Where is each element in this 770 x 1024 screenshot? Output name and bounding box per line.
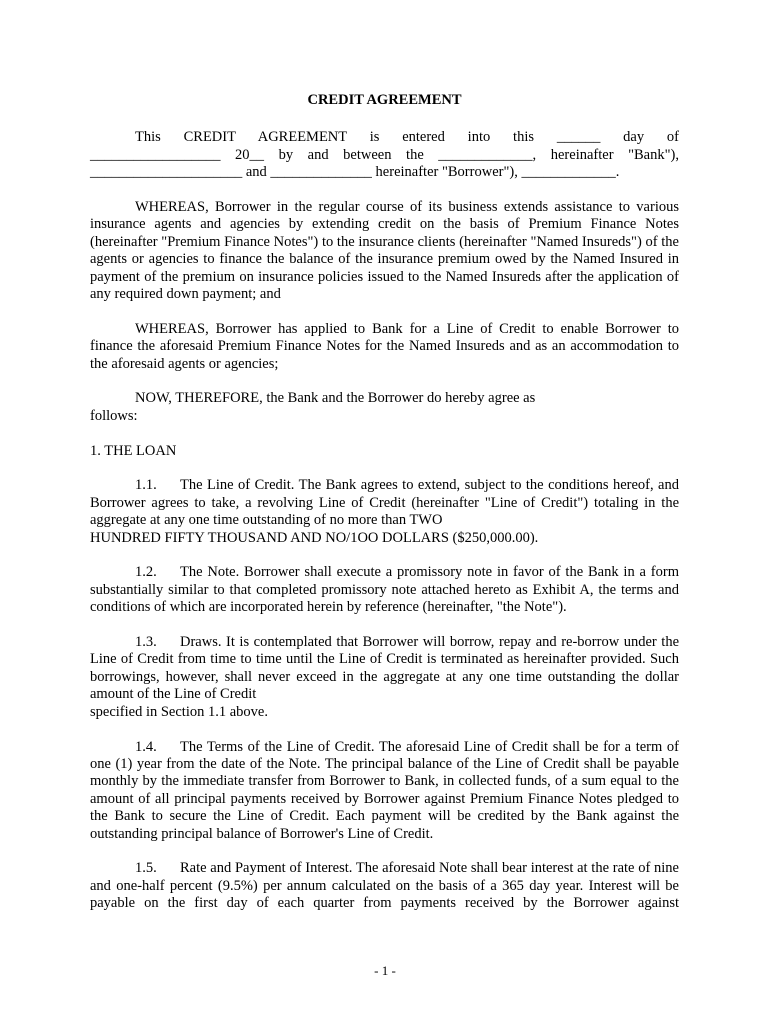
section-1-5-text: Rate and Payment of Interest. The aforesaid Note shall bear interest at the rate of nine and one-half percent (9.5%) per annum calculated on the basis of a 365 day year. Interest will be payable on the first day of each quarter from payments received by the Borrower against <box>90 860 679 912</box>
section-1-4-text: The Terms of the Line of Credit. The aforesaid Line of Credit shall be for a term of one (1) year from the date of the Note. The principal balance of the Line of Credit shall be payable monthly by the immediate transfer from Borrower to Bank, in collected funds, of a sum equal to the amount of all principal payments received by Borrower against Premium Finance Notes pledged to the Bank to secure the Line of Credit. Each payment will be credited by the Bank against the outstanding principal balance of Borrower's Line of Credit. <box>90 738 679 842</box>
section-1-3-body <box>90 634 679 704</box>
section-1-3-number: 1.3. <box>135 634 157 651</box>
intro-line-2: __________________ 20__ by and between the _____________, hereinafter "Bank"), <box>90 146 679 163</box>
section-1-2-number: 1.2. <box>135 564 157 581</box>
intro-line-1: This CREDIT AGREEMENT is entered into this ______ day of <box>135 129 679 146</box>
section-1-4 <box>90 739 679 843</box>
document-page <box>90 92 679 930</box>
now-therefore-line-2: follows: <box>90 407 138 424</box>
whereas-paragraph-2: WHEREAS, Borrower has applied to Bank for a Line of Credit to enable Borrower to finance the aforesaid Premium Finance Notes for the Named Insureds and as an accommodation to the aforesaid agents or agencies; <box>90 320 679 372</box>
section-1-3 <box>90 634 679 721</box>
whereas-paragraph-1: WHEREAS, Borrower in the regular course of its business extends assistance to various insurance agents and agencies by extending credit on the basis of Premium Finance Notes (hereinafter "Premium Finance Notes") to the insurance clients (hereinafter "Named Insureds") of the agents or agencies to finance the balance of the insurance premium owed by the Named Insured in payment of the premium on insurance policies issued to the Named Insureds after the application of any required down payment; and <box>90 199 679 303</box>
section-1-heading: 1. THE LOAN <box>90 442 177 459</box>
section-1-1-number: 1.1. <box>135 477 157 494</box>
now-therefore-paragraph <box>90 390 679 425</box>
section-1-1 <box>90 477 679 547</box>
section-1-3-text-2: specified in Section 1.1 above. <box>90 703 268 720</box>
section-1-3-text: Draws. It is contemplated that Borrower will borrow, repay and re-borrow under the Line of Credit from time to time until the Line of Credit is terminated as hereinafter provided. Such borrowings, however, shall never exceed in the aggregate at any one time outstanding the dollar amount of the Line of Credit <box>90 634 679 703</box>
section-1-1-text: The Line of Credit. The Bank agrees to extend, subject to the conditions hereof, and Borrower agrees to take, a revolving Line of Credit (hereinafter "Line of Credit") totaling in the aggregate at any one time outstanding of no more than TWO <box>90 477 679 529</box>
section-1-4-number: 1.4. <box>135 738 157 755</box>
document-title: CREDIT AGREEMENT <box>307 92 462 108</box>
page-number: - 1 - <box>374 963 396 978</box>
intro-line-3: _____________________ and ______________ hereinafter "Borrower"), _____________. <box>90 164 620 181</box>
section-1-1-text-2: HUNDRED FIFTY THOUSAND AND NO/1OO DOLLARS ($250,000.00). <box>90 529 539 546</box>
section-1-2 <box>90 564 679 616</box>
section-1-2-text: The Note. Borrower shall execute a promissory note in favor of the Bank in a form substantially similar to that completed promissory note attached hereto as Exhibit A, the terms and conditions of which are incorporated herein by reference (hereinafter, "the Note"). <box>90 564 679 616</box>
now-therefore-line-1: NOW, THEREFORE, the Bank and the Borrower do hereby agree as <box>135 390 536 407</box>
section-1-1-body <box>90 477 679 529</box>
section-1-5 <box>90 860 679 912</box>
intro-paragraph <box>90 129 679 181</box>
section-1-5-number: 1.5. <box>135 860 157 877</box>
